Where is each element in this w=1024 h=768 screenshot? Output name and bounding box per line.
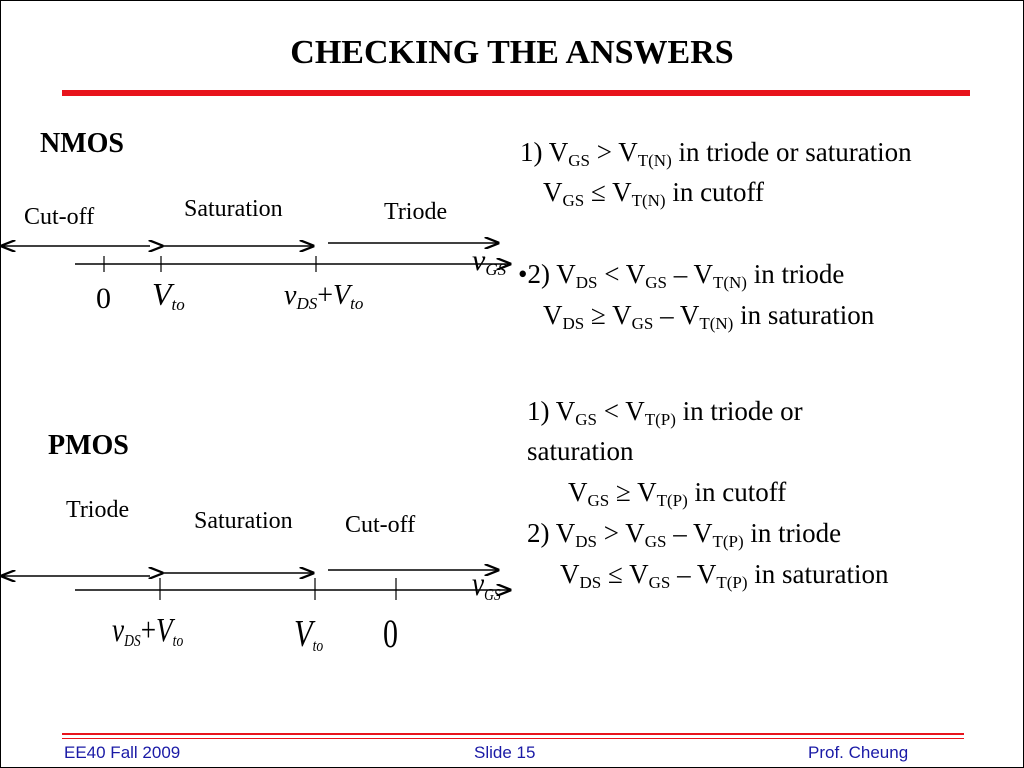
footer-slide-number: Slide 15: [474, 743, 536, 762]
footer-rule-top: [62, 733, 964, 735]
pmos-label-cutoff: Cut-off: [345, 512, 416, 538]
nmos-region-arrows: [2, 243, 498, 246]
nmos-rule-2b: $V_{DS} \ge V_{GS} - V_{T(N)}$ in saturation: [543, 300, 875, 333]
pmos-tick-vto: $V_{to}$: [294, 613, 324, 655]
pmos-axis: [75, 578, 510, 600]
pmos-region-arrows: [2, 570, 498, 576]
slide-title: CHECKING THE ANSWERS: [290, 34, 734, 71]
nmos-axis-label: $v_{GS}$: [472, 244, 507, 279]
nmos-label-cutoff: Cut-off: [24, 204, 95, 230]
pmos-rule-2b: $V_{DS} \le V_{GS} - V_{T(P)}$ in saturation: [560, 559, 889, 592]
pmos-rule-1a: 1) $V_{GS} < V_{T(P)}$ in triode or: [527, 396, 803, 429]
nmos-rule-1a: 1) $V_{GS} > V_{T(N)}$ in triode or saturation: [520, 137, 912, 170]
pmos-label-saturation: Saturation: [194, 508, 293, 534]
pmos-label-triode: Triode: [66, 497, 130, 523]
pmos-axis-label: $v_{GS}$: [472, 566, 501, 604]
footer-rule-bottom: [62, 738, 964, 739]
nmos-tick-vds-plus-vto: $v_{DS}+V_{to}$: [284, 280, 364, 313]
pmos-heading: PMOS: [48, 430, 129, 461]
nmos-axis: [75, 256, 510, 272]
nmos-heading: NMOS: [40, 128, 124, 159]
pmos-rule-1b: $V_{GS} \ge V_{T(P)}$ in cutoff: [568, 477, 787, 510]
nmos-tick-zero: 0: [96, 282, 111, 315]
pmos-rule-2a: 2) $V_{DS} > V_{GS} - V_{T(P)}$ in triode: [527, 518, 842, 551]
pmos-tick-zero: 0: [383, 611, 398, 656]
footer-course: EE40 Fall 2009: [64, 743, 181, 762]
nmos-rule-2a: •2) $V_{DS} < V_{GS} - V_{T(N)}$ in triode: [518, 259, 845, 292]
nmos-rule-1b: $V_{GS} \le V_{T(N)}$ in cutoff: [543, 177, 765, 210]
nmos-label-triode: Triode: [384, 199, 448, 225]
nmos-label-saturation: Saturation: [184, 196, 283, 222]
nmos-tick-vto: $V_{to}$: [152, 276, 185, 314]
footer-author: Prof. Cheung: [808, 743, 909, 762]
pmos-rule-1a-cont: saturation: [527, 436, 634, 466]
pmos-tick-vds-plus-vto: $v_{DS}+V_{to}$: [112, 612, 184, 650]
